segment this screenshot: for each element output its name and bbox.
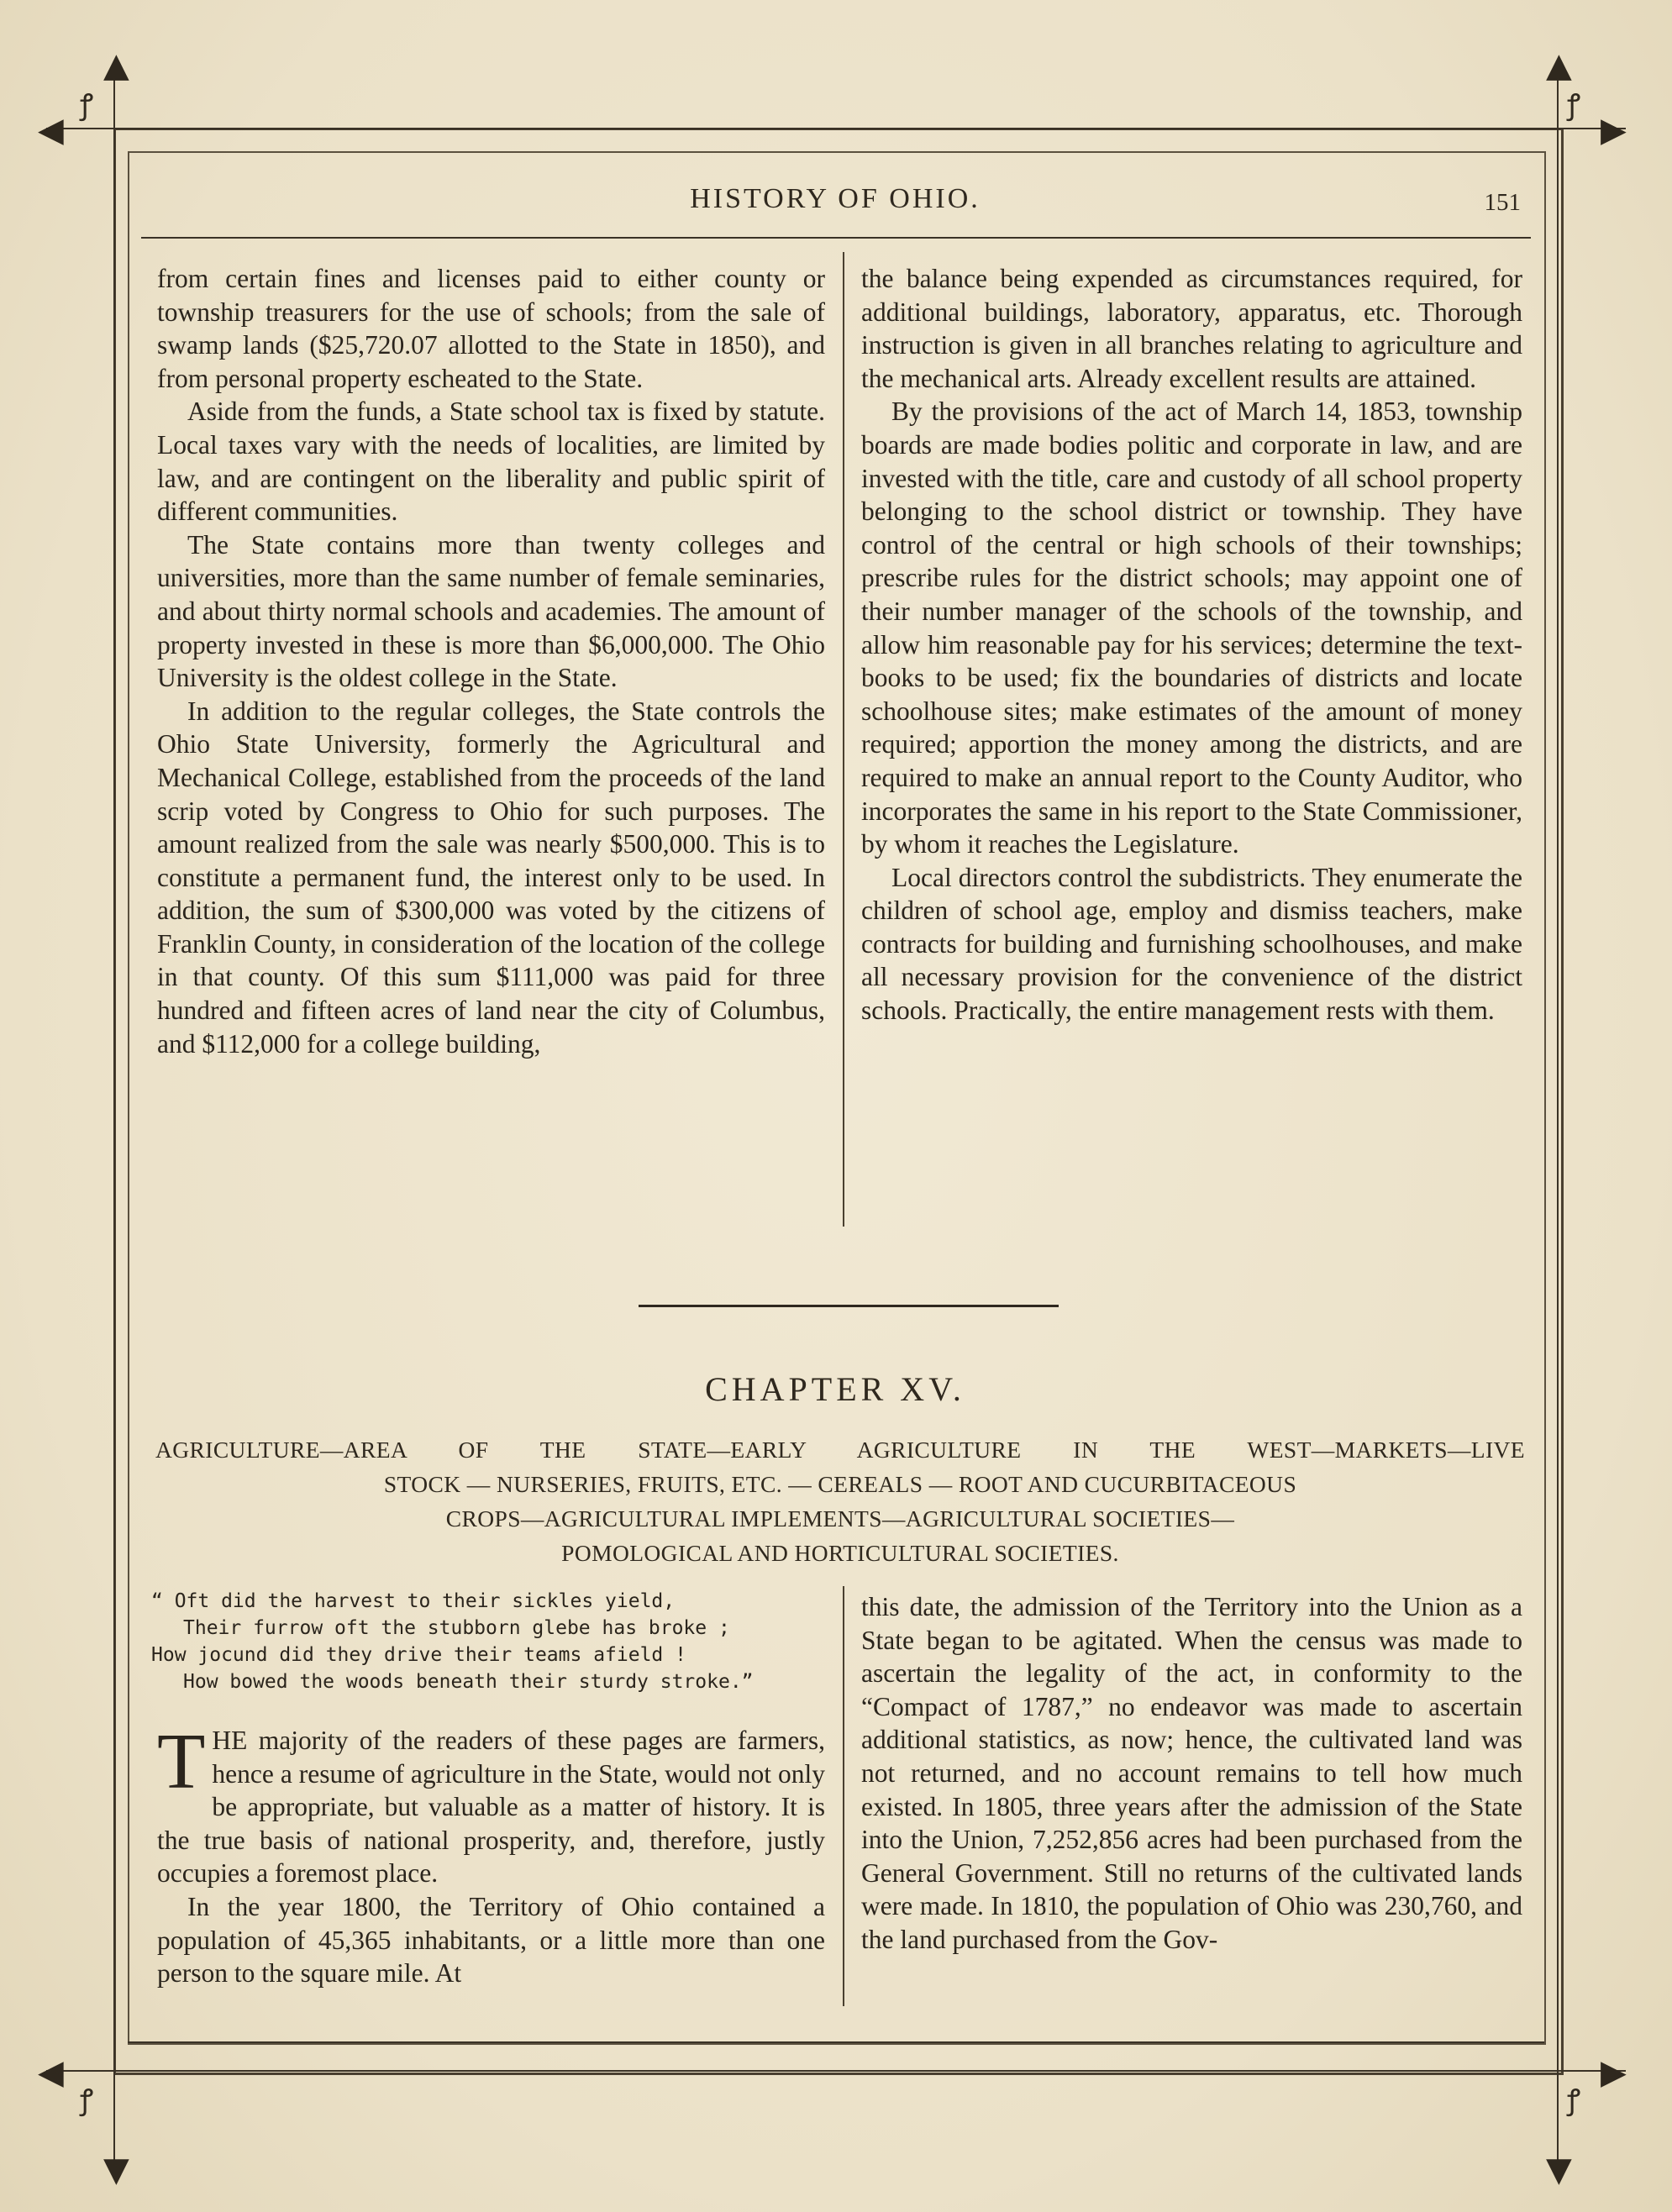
paragraph: the balance being expended as circumstances required, for additional buildings, laboratory, apparatus, etc. Thorough instruction is given in all branches relating to agriculture and the mechanical arts. Already excellent results are attained. bbox=[861, 264, 1522, 393]
arrow-down-icon: ▼ bbox=[103, 2151, 129, 2189]
arrow-down-icon: ▼ bbox=[1546, 2151, 1572, 2189]
column-rule bbox=[843, 252, 844, 1227]
paragraph: Aside from the funds, a State school tax is fixed by statute. Local taxes vary with the needs of localities, are limited by law, and are contingent on the liberality and public spirit of different communities. bbox=[157, 397, 825, 527]
corner-flourish-icon: ꝭ bbox=[80, 2083, 94, 2117]
border-rule-bottom bbox=[46, 2070, 1626, 2072]
paragraph: from certain fines and licenses paid to either county or township treasurers for the use of schools; from the sale of swamp lands ($25,720.07 allotted to the State in 1850), and from personal property escheated to the State. bbox=[157, 264, 825, 393]
paragraph-text: HE majority of the readers of these pages are farmers, hence a resume of agriculture in the State, would not only be appropriate, but valuable as a matter of history. It is the true basis of national prosperity, and, therefore, justly occupies a foremost place. bbox=[157, 1726, 825, 1889]
arrow-right-icon: ▶ bbox=[1601, 111, 1627, 150]
synopsis-line: CROPS—AGRICULTURAL IMPLEMENTS—AGRICULTURAL SOCIETIES— bbox=[445, 1505, 1235, 1532]
paragraph: In addition to the regular colleges, the State controls the Ohio State University, formerly the Agricultural and Mechanical College, established from the proceeds of the land scrip voted by Congress to Ohio for such purposes. The amount realized from the sale was nearly $500,000. This is to constitute a permanent fund, the interest only to be used. In addition, the sum of $300,000 was voted by the citizens of Franklin County, in consideration of the location of the college in that county. Of this sum $111,000 was paid for three hundred and fifteen acres of land near the city of Columbus, and $112,000 for a college building, bbox=[157, 696, 825, 1059]
synopsis-line: STOCK — NURSERIES, FRUITS, ETC. — CEREALS — ROOT AND CUCURBITACEOUS bbox=[383, 1471, 1297, 1497]
corner-flourish-icon: ꝭ bbox=[80, 88, 94, 122]
border-rule-left bbox=[113, 63, 115, 2172]
arrow-up-icon: ▲ bbox=[103, 46, 129, 85]
border-rule-right bbox=[1557, 63, 1559, 2172]
paragraph: Local directors control the subdistricts. They enumerate the children of school age, employ and dismiss teachers, make contracts for building and furnishing schoolhouses, and make all necessary provision for the convenience of the district schools. Practically, the entire management rests with them. bbox=[861, 862, 1522, 1026]
chapter-left-column bbox=[157, 1718, 825, 1990]
paragraph: this date, the admission of the Territory into the Union as a State began to be agitated. When the census was made to ascertain the legality of the act, in conformity to the “Compact of 1787,” no endeavor was made to ascertain additional statistics, as now; hence, the cultivated land was not returned, and no account remains to tell how much existed. In 1805, three years after the admission of the State into the Union, 7,252,856 acres had been purchased from the General Government. Still no returns of the cultivated lands were made. In 1810, the population of Ohio was 230,760, and the land purchased from the Gov- bbox=[861, 1592, 1522, 1954]
arrow-up-icon: ▲ bbox=[1546, 46, 1572, 85]
chapter-synopsis bbox=[155, 1432, 1525, 1570]
epigraph-line: How jocund did they drive their teams afield ! bbox=[151, 1644, 686, 1666]
column-rule bbox=[843, 1586, 844, 2006]
arrow-right-icon: ▶ bbox=[1601, 2053, 1627, 2092]
top-left-column bbox=[157, 262, 825, 1060]
top-right-column bbox=[861, 262, 1522, 1027]
chapter-title: CHAPTER XV. bbox=[705, 1370, 965, 1408]
header-rule bbox=[141, 237, 1531, 239]
paragraph: The State contains more than twenty colleges and universities, more than the same number of female seminaries, and about thirty normal schools and academies. The amount of property invested in these is more than $6,000,000. The Ohio University is the oldest college in the State. bbox=[157, 529, 825, 693]
epigraph-line: How bowed the woods beneath their sturdy stroke.” bbox=[183, 1671, 754, 1693]
paragraph: By the provisions of the act of March 14, 1853, township boards are made bodies politic and corporate in law, and are invested with the title, care and custody of all school property belonging to the school district or township. They have control of the central or high schools of their townships; prescribe rules for the district schools; may appoint one of their number manager of the schools of the township, and allow him reasonable pay for his services; determine the text-books to be used; fix the boundaries of districts and locate schoolhouse sites; make estimates of the amount of money required; apportion the money among the districts, and are required to make an annual report to the County Auditor, who incorporates the same in his report to the State Commissioner, by whom it reaches the Legislature. bbox=[861, 397, 1522, 859]
synopsis-line: AGRICULTURE—AREA OF THE STATE—EARLY AGRICULTURE IN THE WEST—MARKETS—LIVE bbox=[155, 1437, 1525, 1463]
arrow-left-icon: ◀ bbox=[38, 111, 64, 150]
epigraph-line: Their furrow oft the stubborn glebe has broke ; bbox=[183, 1617, 730, 1639]
chapter-divider bbox=[639, 1305, 1059, 1307]
epigraph bbox=[151, 1588, 840, 1695]
epigraph-line: “ Oft did the harvest to their sickles yield, bbox=[151, 1590, 676, 1612]
page-number: 151 bbox=[1484, 189, 1521, 216]
border-rule-top bbox=[46, 128, 1626, 129]
drop-cap: T bbox=[157, 1718, 206, 1805]
corner-flourish-icon: ꝭ bbox=[1567, 2083, 1581, 2117]
footer-rule bbox=[128, 2041, 1544, 2043]
arrow-left-icon: ◀ bbox=[38, 2053, 64, 2092]
paragraph: In the year 1800, the Territory of Ohio contained a population of 45,365 inhabitants, or a little more than one person to the square mile. At bbox=[157, 1891, 825, 1989]
corner-flourish-icon: ꝭ bbox=[1567, 88, 1581, 122]
synopsis-line: POMOLOGICAL AND HORTICULTURAL SOCIETIES. bbox=[561, 1540, 1119, 1566]
chapter-right-column bbox=[861, 1590, 1522, 1957]
running-title: HISTORY OF OHIO. bbox=[690, 183, 981, 214]
paragraph bbox=[157, 1718, 825, 1890]
